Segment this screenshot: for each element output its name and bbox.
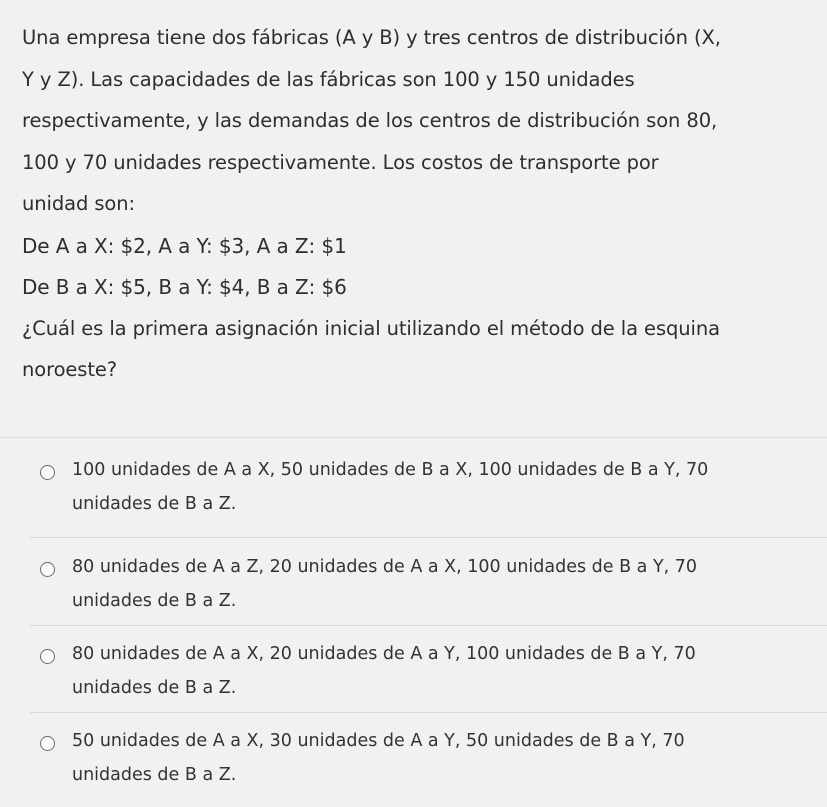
question-text <box>22 28 822 402</box>
question-line: unidad son: <box>22 192 135 215</box>
answer-text-line: 50 unidades de A a X, 30 unidades de A a Y, 50 unidades de B a Y, 70 <box>72 731 685 751</box>
answer-option-label <box>72 550 792 618</box>
answer-option-label <box>72 724 792 792</box>
cost-line-b: De B a X: $5, B a Y: $4, B a Z: $6 <box>22 275 347 299</box>
answer-text-line: 80 unidades de A a X, 20 unidades de A a Y, 100 unidades de B a Y, 70 <box>72 644 696 664</box>
radio-button[interactable] <box>40 649 55 664</box>
answer-option-1[interactable] <box>0 461 827 529</box>
answer-option-label <box>72 637 792 705</box>
question-divider <box>0 437 827 438</box>
answer-option-3[interactable] <box>0 645 827 713</box>
option-separator <box>30 537 827 538</box>
answer-option-2[interactable] <box>0 558 827 626</box>
question-line: Una empresa tiene dos fábricas (A y B) y tres centros de distribución (X, <box>22 26 721 49</box>
answer-option-label <box>72 453 792 521</box>
option-separator <box>30 625 827 626</box>
answer-text-line: unidades de B a Z. <box>72 678 237 698</box>
radio-button[interactable] <box>40 465 55 480</box>
answer-text-line: unidades de B a Z. <box>72 591 237 611</box>
answer-text-line: unidades de B a Z. <box>72 765 237 785</box>
answer-text-line: 80 unidades de A a Z, 20 unidades de A a X, 100 unidades de B a Y, 70 <box>72 557 698 577</box>
question-line: Y y Z). Las capacidades de las fábricas son 100 y 150 unidades <box>22 67 635 91</box>
cost-line-a: De A a X: $2, A a Y: $3, A a Z: $1 <box>22 233 347 258</box>
radio-button[interactable] <box>40 736 55 751</box>
answer-text-line: unidades de B a Z. <box>72 494 237 514</box>
question-line: noroeste? <box>22 358 118 381</box>
answer-text-line: 100 unidades de A a X, 50 unidades de B a X, 100 unidades de B a Y, 70 <box>72 460 709 480</box>
radio-button[interactable] <box>40 562 55 577</box>
question-line: 100 y 70 unidades respectivamente. Los costos de transporte por <box>22 150 659 174</box>
question-line: ¿Cuál es la primera asignación inicial utilizando el método de la esquina <box>22 316 720 340</box>
answer-option-4[interactable] <box>0 732 827 800</box>
question-line: respectivamente, y las demandas de los centros de distribución son 80, <box>22 109 718 132</box>
option-separator <box>30 712 827 713</box>
